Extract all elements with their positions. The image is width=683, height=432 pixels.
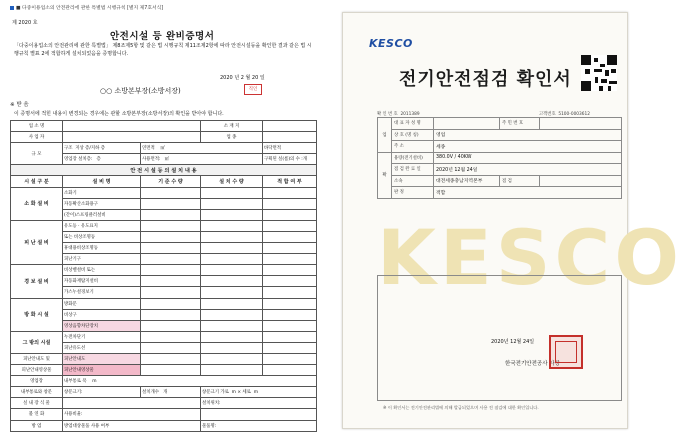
table-row [11,365,317,376]
install-place: 설치위치: [201,398,317,409]
table-row [11,187,317,198]
facility-item: (간이)스프링클러설비 [63,209,141,220]
safety-facility-certificate [0,0,322,432]
row-label: 대 표 자 성 명 [392,118,434,130]
facility-item: 피난안내영상물 [63,365,141,376]
certificate-table [377,117,622,199]
location-value [263,121,317,132]
category-guide: 피난안내영상물 [11,365,63,376]
side-label: 확 [378,152,392,198]
use-area-cell: 사용면적: ㎡ [141,154,263,165]
confirmation-number: 확 인 번 호 2011389 [377,112,420,117]
category-fire: 소 화 설 비 [11,187,63,220]
facility-item: 가스누설경보기 [63,287,141,298]
room-count-cell: 구획된 실(룸)의 수 :개 [263,154,317,165]
table-row [11,398,317,409]
facility-item: 피난유도선 [63,342,141,353]
category-alarm: 경 보 설 비 [11,265,63,298]
operator-label: 사 업 자 [11,132,63,143]
row-value [540,118,622,130]
official-stamp-icon [549,335,583,369]
facility-item: 비상벨설비 또는 [63,265,141,276]
side-label: 업 [378,118,392,153]
facility-item: 누전차단기 [63,331,141,342]
row-value: 2020년 12월 24일 [434,164,622,176]
issuer: 한국전기안전공사 사장 [505,361,560,367]
facility-item: 자동확산소화용구 [63,198,141,209]
column-header: 적 합 여 부 [263,176,317,187]
row-label: 판 정 [392,187,434,199]
row-label: 점 검 완 료 일 [392,164,434,176]
column-header: 시 설 구 분 [11,176,63,187]
table-row [378,164,622,176]
business-name-value [63,121,201,132]
window-dimensions: 창문크기 가로 m × 세로 m [201,387,317,398]
product-name: 물품명: [201,420,317,431]
table-row [11,376,317,387]
electrical-safety-certificate [342,12,683,429]
table-row [11,298,317,309]
facility-item: 영상음향차단장치 [63,320,141,331]
qr-code-icon [581,55,617,91]
operator-value [63,132,201,143]
column-header: 설 비 명 [63,176,141,187]
table-row [11,331,317,342]
decor-cell [63,398,201,409]
facility-item: 유도등 · 유도표지 [63,220,141,231]
recipient-label: ※ 받 음 [10,102,29,108]
certificate-footer: ※ 이 확인서는 전기안전관리법에 의해 발급되었으며 사용 전 점검에 대한 확인입니다. [383,405,539,410]
table-row [11,420,317,431]
table-row [378,129,622,141]
business-floor-cell: 영업장 설치층: 층 [63,154,141,165]
facility-item: 소화기 [63,187,141,198]
facility-item: 비상구 [63,309,141,320]
job-type-value [263,132,317,143]
law-text: 「다중이용업소의 안전관리에 관한 특별법」 제8조제5항 및 같은 법 시행규칙 제11조제2항에 따라 안전시설등을 확인한 결과 같은 법 시행규칙 별표 2에 적합하게 설치되었음을 증명합니다. [14,43,312,57]
watermark: KESCO [377,213,683,302]
table-row [11,387,317,398]
customer-number: 고객번호 5100-0003612 [539,112,590,117]
category-interior: 영업장 [11,376,63,387]
section-title: 안 전 시 설 등 의 설 치 내 용 [11,165,317,176]
table-row [11,353,317,364]
facility-item: 자동화재탐지설비 [63,276,141,287]
kesco-logo: KESCO [369,37,413,50]
install-count: 설치개수 개 [141,387,201,398]
table-row [11,132,317,143]
facility-item: 피난기구 [63,254,141,265]
row-value: 적합 [434,187,622,199]
table-row [11,121,317,132]
form-title: 안전시설 등 완비증명서 [110,31,215,42]
row-value [434,118,500,130]
location-label: 소 재 지 [201,121,263,132]
issue-date: 2020 년 2 월 20 일 [220,75,265,81]
prevent-item: 방염대상물품 사용 여부 [63,420,201,431]
scale-label: 규 모 [11,143,63,165]
facility-item: 방화문 [63,298,141,309]
category-protect: 방 화 시 설 [11,298,63,331]
row-value: 대전세종충남지역본부 [434,175,500,187]
table-row [11,409,317,420]
facility-item: 피난안내도 [63,353,141,364]
row-label: 주 소 [392,141,434,153]
table-row [378,141,622,153]
row-value [540,175,622,187]
category-escape: 피 난 설 비 [11,220,63,264]
table-row [11,220,317,231]
business-name-label: 업 소 명 [11,121,63,132]
table-row [11,165,317,176]
facility-item: 또는 비상조명등 [63,231,141,242]
facility-item: 휴대용비상조명등 [63,243,141,254]
structure-cell: 구조 지상 층/지하 층 [63,143,141,154]
interior-width: 내부통로 폭 m [63,376,317,387]
header-square-icon [10,6,14,10]
floor-area-cell: 바닥면적 [263,143,317,154]
row-label: 상 호 (명 칭) [392,129,434,141]
row-value: 영업 [434,129,622,141]
row-label: 주 민 번 호 [500,118,540,130]
row-value: 380.0V / 40KW [434,152,622,164]
official-seal: 직인 [244,84,262,95]
signer: ○○ 소방본부장(소방서장) [100,87,181,95]
table-row [11,143,317,154]
category-other: 그 밖의 시설 [11,331,63,353]
category-interior: 내부통로와 창문 [11,387,63,398]
row-label: 소속 [392,175,434,187]
area-cell: 연면적 ㎡ [141,143,263,154]
window-size-label: 창문크기: [63,387,141,398]
table-row [378,118,622,130]
table-row [378,187,622,199]
form-header: ■ 다중이용업소의 안전관리에 관한 특별법 시행규칙 [별지 제7호서식] [10,4,163,11]
row-value: 세종 [434,141,622,153]
table-row [11,176,317,187]
table-row [378,175,622,187]
certificate-title: 전기안전점검 확인서 [399,69,572,90]
category-guide: 피난안내도 및 [11,353,63,364]
row-label: 용량(전기설비) [392,152,434,164]
category-interior-decor: 불 연 화 [11,409,63,420]
facility-table [10,120,317,432]
use-ratio: 사용비율: [63,409,201,420]
category-prevent: 방 염 [11,420,63,431]
form-number: 제 2020 호 [12,20,38,26]
category-interior-decor: 실 내 장 식 물 [11,398,63,409]
change-notice: 이 증명서에 적힌 내용이 변경되는 경우에는 관할 소방본부장(소방서장)의 확인을 받아야 합니다. [14,111,224,117]
certificate-issue-date: 2020년 12월 24일 [491,339,535,345]
column-header: 기 준 수 량 [141,176,201,187]
job-type-label: 업 종 [201,132,263,143]
row-label: 점 검 [500,175,540,187]
column-header: 설 치 수 량 [201,176,263,187]
table-row [378,152,622,164]
table-row [11,265,317,276]
